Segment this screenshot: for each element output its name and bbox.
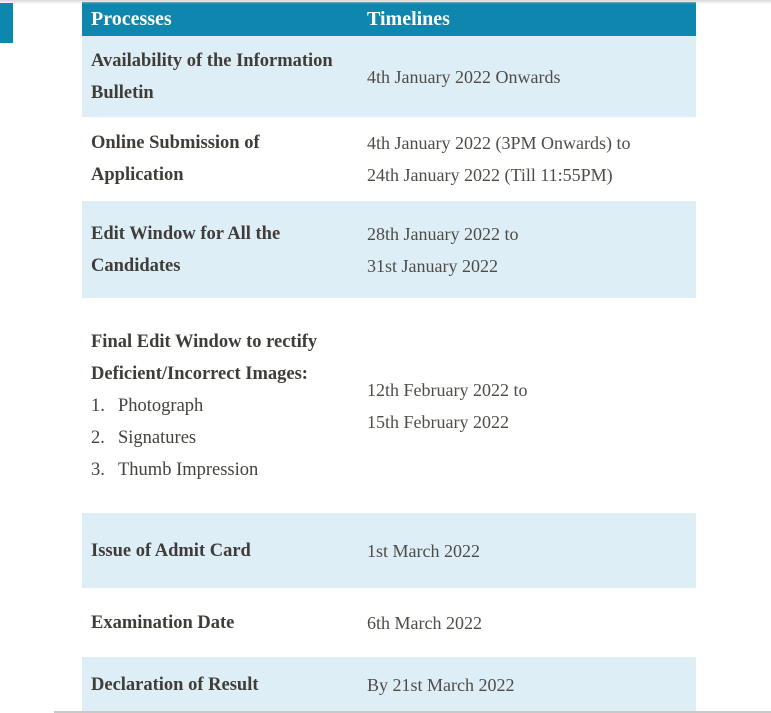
process-text-line: Deficient/Incorrect Images: [91,363,308,384]
schedule-table-body [82,36,696,713]
timeline-text-line: By 21st March 2022 [367,675,515,695]
process-cell [82,513,367,588]
process-text-line: Issue of Admit Card [91,540,251,561]
timeline-text-line: 28th January 2022 to [367,223,519,244]
process-cell [82,117,367,201]
timeline-cell [367,36,696,117]
list-item-number: 3. [91,459,105,480]
process-text-line: Declaration of Result [91,675,259,695]
process-cell [82,201,367,298]
table-row [82,513,696,588]
process-cell [82,36,367,117]
table-row [82,298,696,513]
timeline-cell [367,588,696,657]
timeline-text-line: 12th February 2022 to [367,379,528,400]
table-row [82,36,696,117]
process-text-line: Candidates [91,255,181,276]
process-cell [82,298,367,513]
timeline-text-line: 1st March 2022 [367,540,480,561]
list-item-text: Photograph [118,395,204,416]
process-text-line: Online Submission of [91,133,260,153]
table-row [82,117,696,201]
timeline-text-line: 4th January 2022 (3PM Onwards) to [367,133,631,153]
process-text-line: Bulletin [91,82,154,103]
timeline-cell [367,298,696,513]
timeline-cell [367,201,696,298]
table-row [82,201,696,298]
list-item-number: 2. [91,427,105,448]
timeline-text-line: 31st January 2022 [367,255,498,276]
process-text-line: Edit Window for All the [91,223,281,244]
process-text-line: Availability of the Information [91,50,333,71]
list-item-number: 1. [91,395,105,416]
timeline-cell [367,117,696,201]
timeline-text-line: 15th February 2022 [367,411,509,432]
list-item-text: Thumb Impression [118,459,259,480]
timeline-text-line: 4th January 2022 Onwards [367,66,561,87]
timeline-cell [367,657,696,713]
process-list-item [91,390,353,422]
process-text-line: Application [91,165,184,185]
header-cell-processes: Processes [91,7,172,30]
process-text-line: Examination Date [91,612,235,633]
process-cell [82,588,367,657]
table-header-row [82,2,696,36]
page-top-edge-shadow [0,0,771,4]
table-row [82,588,696,657]
process-text-line: Final Edit Window to rectify [91,331,318,352]
schedule-table [82,2,696,713]
list-item-text: Signatures [118,427,197,448]
process-list-item [91,454,353,486]
process-cell [82,657,367,713]
process-list-item [91,422,353,454]
header-cell-timelines: Timelines [367,7,450,30]
timeline-text-line: 6th March 2022 [367,612,482,633]
page-corner-accent-mark [0,3,13,43]
table-row [82,657,696,713]
timeline-text-line: 24th January 2022 (Till 11:55PM) [367,165,613,185]
timeline-cell [367,513,696,588]
